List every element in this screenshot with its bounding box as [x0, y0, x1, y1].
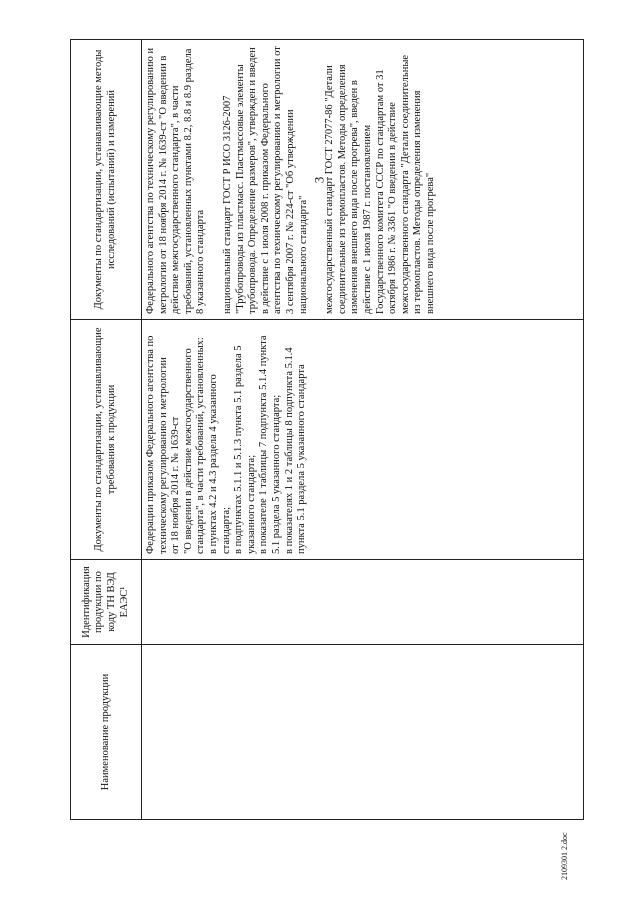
rotated-sheet	[70, 40, 590, 820]
methods-block: национальный стандарт ГОСТ Р ИСО 3126-2007 "Трубопроводы из пластмасс. Пластмассовые элементы трубопровода. Определение размеров", утвержден и введен в действие с 1 июля 2008 г. приказом Федерального агентства по техническому регулированию и метрологии от 3 сентября 2007 г. № 224-ст "Об утверждении национального стандарта"	[221, 46, 309, 314]
standards-table	[70, 39, 584, 820]
table-row	[142, 40, 584, 820]
header-product-name: Наименование продукции	[71, 645, 142, 820]
requirements-line: в показателе 1 таблицы 7 подпункта 5.1.4 пункта 5.1 раздела 5 указанного стандарта;	[258, 335, 282, 554]
header-tn-ved-code: Идентификация продукции по коду ТН ВЭД ЕАЭС¹	[71, 560, 142, 645]
methods-block: межгосударственный стандарт ГОСТ 27077-86 "Детали соединительные из термопластов. Методы определения изменения внешнего вида после прогрева", введен в действие с 1 июля 1987 г. постановлением Государственного комитета СССР по стандартам от 31 октября 1986 г. № 3361 "О введении в действие межгосударственного стандарта "Детали соединительные из термопластов. Методы определения изменения внешнего вида после прогрева"	[324, 54, 436, 314]
table-header-row	[71, 40, 142, 820]
header-requirements-docs: Документы по стандартизации, устанавливающие требования к продукции	[71, 320, 142, 560]
requirements-line: в показателях 1 и 2 таблицы 8 подпункта 5.1.4 пункта 5.1 раздела 5 указанного стандарта	[283, 347, 308, 554]
cell-code	[142, 560, 584, 645]
methods-block: Федерального агентства по техническому регулированию и метрологии от 18 ноября 2014 г. № 1639-ст "О введении в действие межгосударственного стандарта", в части требований, установленных пунктами 8.2, 8.8 и 8.9 раздела 8 указанного стандарта	[145, 47, 207, 314]
requirements-line: в пунктах 4.2 и 4.3 раздела 4 указанного стандарта;	[207, 374, 232, 554]
cell-product	[142, 645, 584, 820]
page-number: 3	[311, 176, 327, 184]
requirements-line: "О введении в действие межгосударственного стандарта", в части требований, установленных:	[182, 337, 207, 554]
requirements-line: от 18 ноября 2014 г. № 1639-ст	[170, 416, 182, 554]
cell-requirements	[142, 320, 584, 560]
header-methods-docs: Документы по стандартизации, устанавливающие методы исследований (испытаний) и измерений	[71, 40, 142, 320]
document-id: 2109301 2.doc	[560, 832, 569, 880]
requirements-line: в подпунктах 5.1.1 и 5.1.3 пункта 5.1 раздела 5 указанного стандарта;	[233, 345, 257, 554]
requirements-line: Федерации приказом Федерального агентства по техническому регулированию и метрологии	[145, 335, 169, 554]
cell-methods	[142, 40, 584, 320]
